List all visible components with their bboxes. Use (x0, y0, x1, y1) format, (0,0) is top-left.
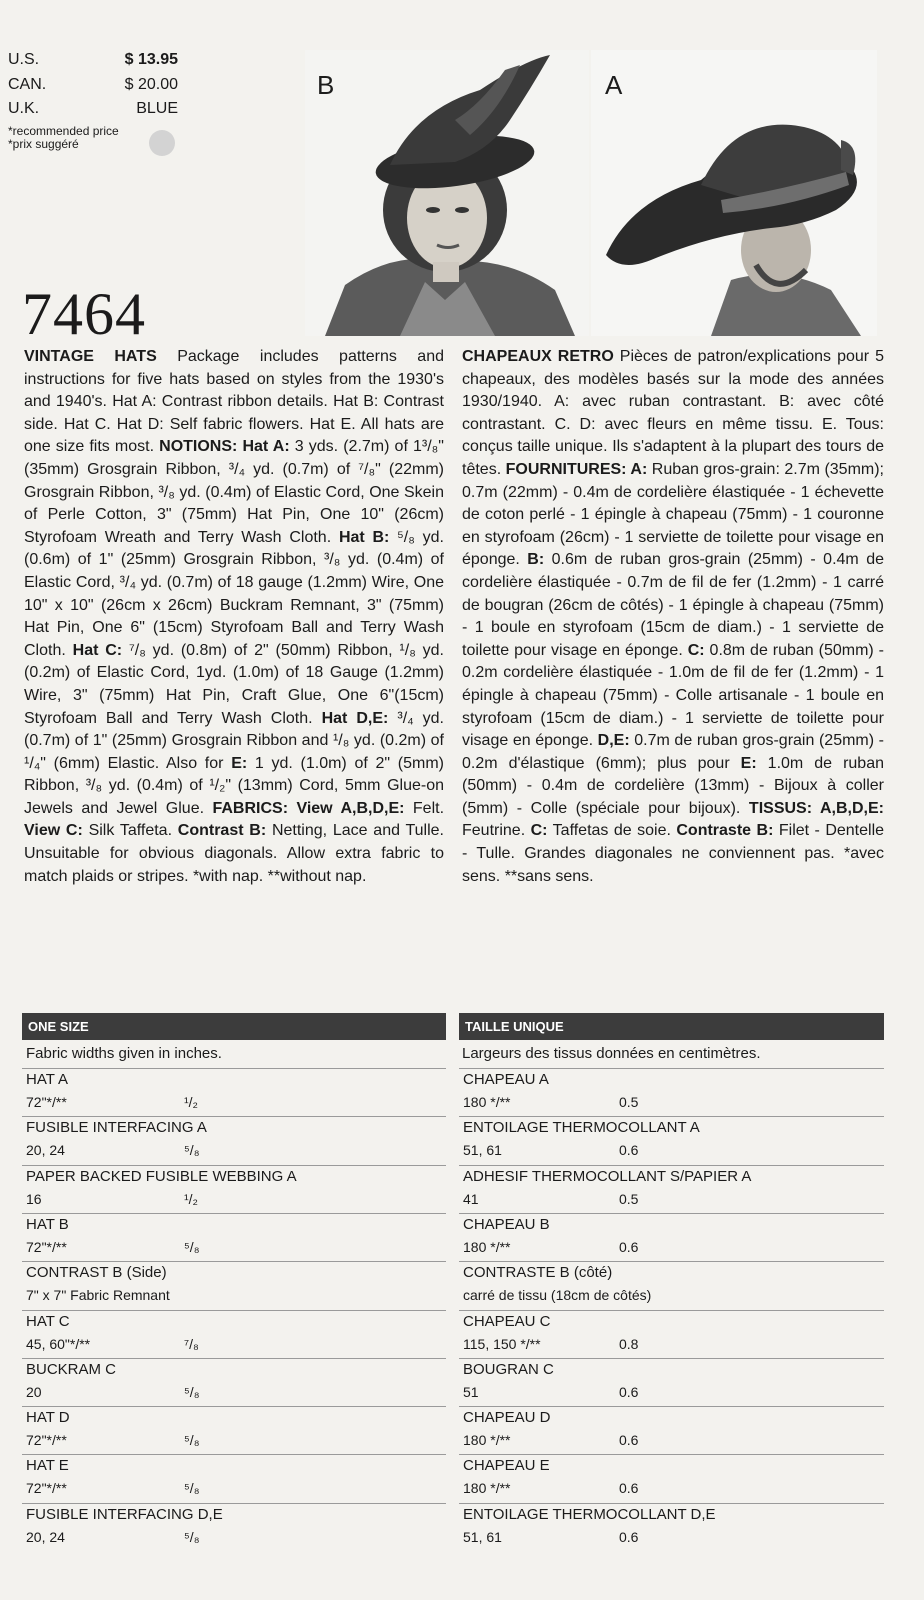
price-uk (8, 98, 178, 120)
row-fabric-name: ADHESIF THERMOCOLLANT S/PAPIER A (463, 1167, 752, 1185)
table-row (22, 1310, 446, 1358)
price-note: *prix suggéré (8, 137, 79, 151)
row-fabric-width: 72"*/** (26, 1480, 67, 1497)
row-fabric-name: CHAPEAU B (463, 1215, 550, 1233)
row-fabric-name: ENTOILAGE THERMOCOLLANT A (463, 1119, 700, 1137)
row-fabric-name: CONTRAST B (Side) (26, 1264, 167, 1282)
row-fabric-name: HAT A (26, 1071, 68, 1088)
row-fabric-width: 16 (26, 1190, 42, 1207)
hat-b-heading: Hat B: (338, 528, 390, 546)
row-fabric-width: 20 (26, 1383, 42, 1400)
table-row (459, 1116, 884, 1164)
row-fabric-name: CONTRASTE B (côté) (463, 1264, 613, 1282)
chapeau-c-heading: C: (687, 641, 705, 659)
hat-c-heading: Hat C: (72, 641, 123, 659)
desc-text: ⁷/₈ yd. (0.8m) of 2" (50mm) Ribbon, ¹/₈ yd. (0.2m) of Elastic Cord, 1yd. (1.0m) of 18 Gauge (1.2mm) Wire, 3" (75mm) Hat Pin, Craft Glue, One 6"(15cm) Styrofoam Ball and Terry Wash Cloth. (24, 641, 445, 727)
fournitures-heading: FOURNITURES: A: (505, 460, 648, 478)
row-fabric-name: BOUGRAN C (463, 1360, 554, 1378)
pattern-number: 7464 (22, 281, 146, 347)
photo-hat-a (591, 50, 877, 336)
desc-text: Package includes patterns and instructions for five hats based on styles from the 1930's and 1940's. Hat A: Contrast ribbon details. Hat B: Contrast side. Hat C. Hat D: Self fabric flowers. Hat E. All hats are one size fits most. (24, 348, 444, 456)
row-fabric-width: carré de tissu (18cm de côtés) (463, 1287, 652, 1304)
desc-text: ³/₄ yd. (0.7m) of 1" (25mm) Grosgrain Ribbon and ¹/₈ yd. (0.2m) of ¹/₄" (6mm) Elastic. Also for (24, 709, 445, 772)
table-row (22, 1068, 446, 1116)
photo-label-a: A (605, 70, 623, 100)
row-yardage: 0.6 (619, 1383, 639, 1400)
price-value: $ 20.00 (124, 76, 178, 93)
price-label: CAN. (8, 76, 47, 93)
row-fabric-width: 180 */** (463, 1238, 511, 1255)
chapeau-e-heading: E: (740, 754, 757, 772)
desc-text: Silk Taffeta. (82, 822, 178, 840)
row-yardage: ⁵/₈ (184, 1480, 200, 1497)
table-row (459, 1213, 884, 1261)
title-chapeaux-retro: CHAPEAUX RETRO (462, 348, 614, 365)
row-fabric-name: FUSIBLE INTERFACING D,E (26, 1505, 223, 1523)
row-fabric-width: 51, 61 (463, 1142, 502, 1159)
row-yardage: 0.6 (619, 1528, 639, 1545)
table-row (459, 1261, 884, 1309)
row-fabric-width: 51 (463, 1383, 479, 1400)
row-fabric-width: 115, 150 */** (463, 1335, 541, 1352)
desc-text: 0.7m de ruban gros-grain (25mm) - 0.2m d'élastique (6mm); plus pour (462, 732, 884, 772)
desc-text: 0.6m de ruban gros-grain (25mm) - 0.4m de cordelière élastiquée - 0.7m de fil de fer (1.2mm) - 1 carré de bougran (26cm de côtés) - 1 épingle à chapeau (75mm) - 1 boule en styrofoam (15cm de diam.) - 1 serviette de toilette pour visage en éponge. (462, 551, 884, 659)
row-fabric-name: HAT D (26, 1409, 70, 1427)
row-yardage: 0.6 (619, 1238, 639, 1255)
table-row (459, 1406, 884, 1454)
row-fabric-width: 180 */** (463, 1094, 511, 1110)
desc-text: 0.8m de ruban (50mm) - 0.2m cordelière élastiquée - 1.0m de fil de fer (1.2mm) - 1 épingle à chapeau (75mm) - Colle artisanale - 1 boule en styrofoam (15cm de diam.) - 1 serviette de toilette pour visage en éponge. (462, 641, 885, 750)
contrast-b-heading: Contrast B: (177, 822, 267, 840)
table-row (22, 1358, 446, 1406)
description-english (24, 346, 444, 888)
row-yardage: 0.5 (619, 1190, 639, 1207)
price-us (8, 49, 178, 71)
row-fabric-width: 51, 61 (463, 1528, 502, 1545)
notions-heading: NOTIONS: Hat A: (159, 438, 290, 456)
desc-text: ⁵/₈ yd. (0.6m) of 1" (25mm) Grosgrain Ribbon, ³/₈ yd. (0.4m) of Elastic Cord, ³/₄ yd. (0.7m) of 18 gauge (1.2mm) Wire, One 10" x 10" (26cm x 26cm) Buckram Remnant, 3" (75mm) Hat Pin, One 6" (15cm) Styrofoam Ball and Terry Wash Cloth. (24, 528, 445, 659)
row-fabric-width: 20, 24 (26, 1142, 65, 1159)
desc-text: Ruban gros-grain: 2.7m (35mm); 0.7m (22mm) - 0.4m de cordelière élastiquée - 1 échevette de coton perlé - 1 épingle à chapeau (75mm) - 1 couronne en styrofoam (26cm) - 1 serviette de toilette pour visage en éponge. (462, 460, 885, 569)
row-fabric-name: CHAPEAU A (463, 1071, 549, 1088)
tissu-c-heading: C: (530, 822, 548, 840)
row-fabric-width: 72"*/** (26, 1094, 67, 1110)
table-row (22, 1116, 446, 1164)
price-value: BLUE (136, 100, 178, 117)
row-yardage: ⁵/₈ (184, 1383, 200, 1400)
price-value: $ 13.95 (124, 51, 178, 68)
hat-e-heading: E: (231, 754, 248, 772)
desc-text: 1.0m de ruban (50mm) - 0.4m de cordelière (13mm) - Bijoux à coller (5mm) - Colle (spéciale pour bijoux). (462, 754, 885, 817)
row-yardage: ⁵/₈ (184, 1238, 200, 1255)
fabrics-heading: FABRICS: View A,B,D,E: (212, 799, 405, 817)
row-yardage: ⁵/₈ (184, 1528, 200, 1545)
row-fabric-width: 7" x 7" Fabric Remnant (26, 1287, 170, 1304)
row-yardage: ⁵/₈ (184, 1142, 200, 1159)
photo-label-b: B (317, 70, 335, 100)
row-fabric-name: HAT E (26, 1457, 69, 1475)
row-yardage: ⁷/₈ (184, 1335, 199, 1352)
row-fabric-width: 45, 60"*/** (26, 1335, 91, 1352)
row-yardage: 0.5 (619, 1094, 639, 1110)
desc-text: 1 yd. (1.0m) of 2" (5mm) Ribbon, ³/₈ yd. (0.4m) of ¹/₂" (13mm) Cord, 5mm Glue-on Jewels and Jewel Glue. (24, 754, 444, 817)
row-fabric-width: 180 */** (463, 1432, 511, 1449)
table-row (459, 1165, 884, 1213)
row-fabric-name: FUSIBLE INTERFACING A (26, 1119, 207, 1137)
row-fabric-name: BUCKRAM C (26, 1360, 117, 1378)
table-intro-french: Largeurs des tissus données en centimètres. (462, 1045, 761, 1062)
row-yardage: 0.8 (619, 1335, 639, 1352)
desc-text: 3 yds. (2.7m) of 1³/₈" (35mm) Grosgrain Ribbon, ³/₄ yd. (0.7m) of ⁷/₈" (22mm) Grosgrain Ribbon, ³/₈ yd. (0.4m) of Elastic Cord, One Skein of Perle Cotton, 3" (75mm) Hat Pin, One 10" (26cm) Styrofoam Wreath and Terry Wash Cloth. (24, 438, 444, 546)
row-fabric-width: 72"*/** (26, 1432, 67, 1449)
row-yardage: ¹/₂ (184, 1190, 198, 1207)
table-row (459, 1068, 884, 1116)
row-yardage: ¹/₂ (184, 1094, 198, 1110)
row-fabric-width: 41 (463, 1190, 479, 1207)
description-french (462, 346, 884, 888)
table-row (22, 1503, 446, 1551)
desc-text: Pièces de patron/explications pour 5 chapeaux, des modèles basés sur la mode des années 1930/1940. A: avec ruban contrastant. B: avec côté contrastant. C. D: avec fleurs en même tissu. E. Tous: conçus taille unique. Ils s'adaptent à la plupart des tours de têtes. (462, 348, 884, 478)
row-fabric-width: 72"*/** (26, 1238, 67, 1255)
row-yardage: 0.6 (619, 1142, 639, 1159)
table-row (459, 1358, 884, 1406)
chapeau-b-heading: B: (527, 551, 545, 569)
desc-text: Felt. (404, 799, 445, 817)
photo-hat-b (305, 50, 589, 336)
table-row (22, 1406, 446, 1454)
table-header-taille-unique: TAILLE UNIQUE (459, 1013, 884, 1040)
table-header-one-size: ONE SIZE (22, 1013, 446, 1040)
table-row (22, 1454, 446, 1502)
row-yardage: 0.6 (619, 1432, 639, 1449)
row-fabric-name: HAT C (26, 1312, 70, 1330)
table-intro-english: Fabric widths given in inches. (26, 1045, 222, 1062)
price-can (8, 74, 178, 96)
title-vintage-hats: VINTAGE HATS (24, 348, 157, 365)
row-yardage: ⁵/₈ (184, 1432, 200, 1449)
desc-text: Taffetas de soie. (547, 822, 677, 840)
price-label: U.S. (8, 51, 40, 68)
row-fabric-name: HAT B (26, 1215, 69, 1233)
hat-de-heading: Hat D,E: (321, 709, 389, 727)
table-row (22, 1213, 446, 1261)
row-fabric-width: 180 */** (463, 1480, 511, 1497)
contraste-b-heading: Contraste B: (676, 822, 774, 840)
tissus-heading: TISSUS: A,B,D,E: (748, 799, 884, 817)
row-fabric-name: CHAPEAU C (463, 1312, 551, 1330)
photo-hat-b-image (305, 50, 589, 336)
row-fabric-name: PAPER BACKED FUSIBLE WEBBING A (26, 1167, 297, 1185)
desc-text: Netting, Lace and Tulle. Unsuitable for obvious diagonals. Allow extra fabric to match plaids or stripes. *with nap. **without nap. (24, 822, 444, 885)
desc-text: Filet - Dentelle - Tulle. Grandes diagonales ne conviennent pas. *avec sens. **sans sens. (462, 822, 885, 885)
table-row (459, 1310, 884, 1358)
chapeau-de-heading: D,E: (597, 732, 630, 750)
table-row (22, 1165, 446, 1213)
row-fabric-name: CHAPEAU D (463, 1409, 551, 1427)
row-yardage: 0.6 (619, 1480, 639, 1497)
table-row (22, 1261, 446, 1309)
row-fabric-width: 20, 24 (26, 1528, 65, 1545)
row-fabric-name: ENTOILAGE THERMOCOLLANT D,E (463, 1505, 716, 1523)
row-fabric-name: CHAPEAU E (463, 1457, 550, 1475)
table-row (459, 1503, 884, 1551)
table-row (459, 1454, 884, 1502)
desc-text: Feutrine. (462, 822, 531, 840)
price-note: *recommended price (8, 124, 119, 138)
view-c-heading: View C: (24, 822, 83, 840)
color-dot (149, 130, 175, 156)
price-label: U.K. (8, 100, 40, 117)
photo-hat-a-image (591, 50, 877, 336)
